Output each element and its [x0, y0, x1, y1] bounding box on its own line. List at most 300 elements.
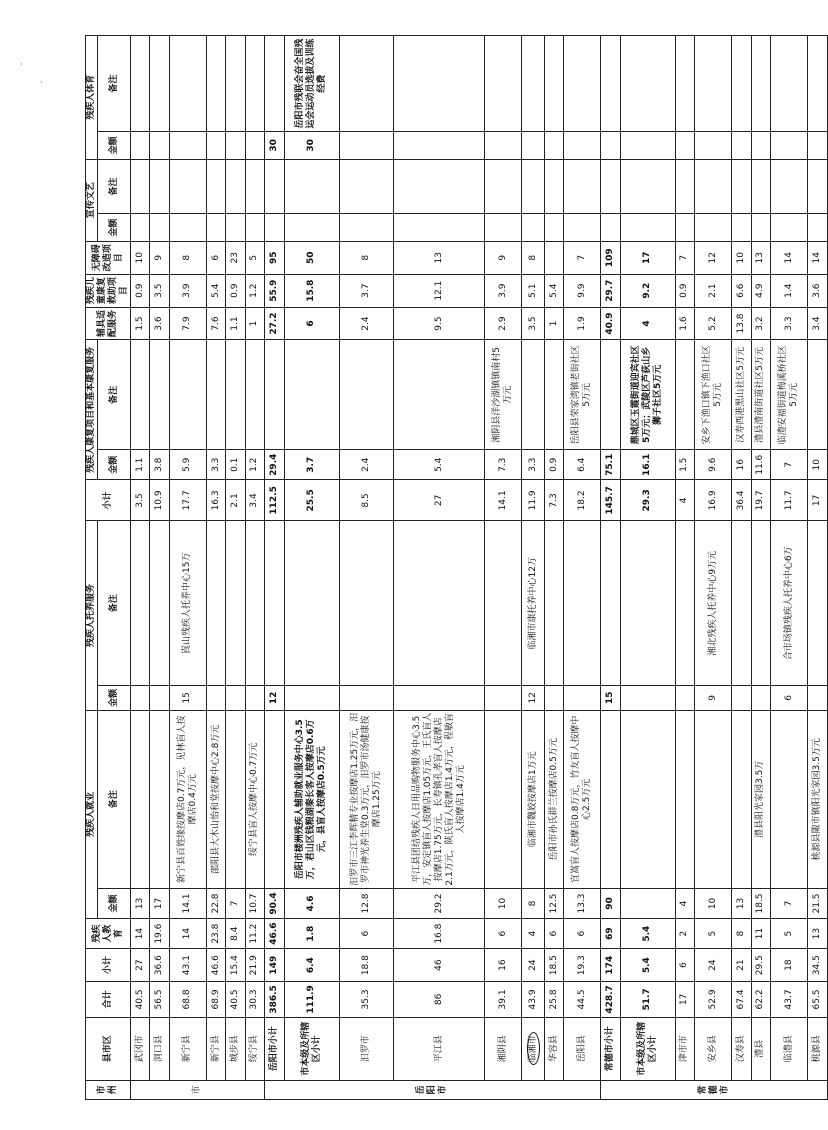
sp-amt-cell — [601, 132, 620, 159]
aid-cell: 4 — [620, 307, 675, 340]
edu-cell: 8 — [732, 919, 751, 949]
emp-note-cell — [226, 710, 245, 888]
sub-cell: 15.4 — [226, 949, 245, 982]
cul-amt-cell — [485, 214, 522, 241]
county-cell: 安乡县 — [695, 1017, 732, 1080]
col-edu: 残疾人教育 — [86, 919, 131, 949]
scan-speck: · — [40, 78, 43, 87]
edu-cell: 69 — [601, 919, 620, 949]
county-cell: 市本级及所辖区小计 — [284, 1017, 339, 1080]
edu-cell: 23.8 — [206, 919, 225, 949]
cul-note-cell — [564, 159, 601, 214]
col-culture-amount: 金额 — [98, 214, 131, 241]
edu-cell: 5.4 — [620, 919, 675, 949]
sp-amt-cell: 30 — [265, 132, 284, 159]
emp-note-cell: 澧县阳光家园3.5万 — [751, 710, 770, 888]
rs-amt-cell: 11.6 — [751, 450, 770, 480]
rs-note-cell — [675, 340, 694, 450]
access-cell: 13 — [751, 241, 770, 274]
scan-speck: · — [20, 60, 23, 69]
edu-cell: 2 — [675, 919, 694, 949]
sp-amt-cell — [544, 132, 563, 159]
header-row-1 — [86, 36, 98, 1100]
kids-cell: 12.1 — [394, 274, 485, 307]
rs-amt-cell: 75.1 — [601, 450, 620, 480]
emp-note-cell — [485, 710, 522, 888]
emp-note-cell — [265, 710, 284, 888]
cul-note-cell — [265, 159, 284, 214]
care-note-cell — [564, 521, 601, 686]
sub-cell: 29.5 — [751, 949, 770, 982]
edu-cell: 14 — [169, 919, 206, 949]
sp-note-cell — [695, 36, 732, 132]
cul-note-cell — [522, 159, 545, 214]
kids-cell: 0.9 — [675, 274, 694, 307]
rs-sub-cell: 17.7 — [169, 480, 206, 521]
emp-amt-cell: 18.5 — [751, 888, 770, 918]
care-amt-cell — [339, 685, 394, 710]
emp-amt-cell — [620, 888, 675, 918]
county-cell: 桃源县 — [808, 1017, 828, 1080]
cul-note-cell — [808, 159, 828, 214]
col-emp-note: 备注 — [98, 710, 131, 888]
rs-amt-cell: 5.4 — [394, 450, 485, 480]
sp-amt-cell — [675, 132, 694, 159]
kids-cell: 2.1 — [695, 274, 732, 307]
col-aid: 辅具适配服务 — [86, 307, 131, 340]
emp-amt-cell: 90 — [601, 888, 620, 918]
care-note-cell — [226, 521, 245, 686]
total-cell: 43.9 — [522, 982, 545, 1018]
rs-sub-cell: 145.7 — [601, 480, 620, 521]
rs-note-cell — [265, 340, 284, 450]
total-cell: 43.7 — [771, 982, 808, 1018]
rs-sub-cell: 8.5 — [339, 480, 394, 521]
total-cell: 111.9 — [284, 982, 339, 1018]
emp-amt-cell: 13 — [131, 888, 150, 918]
col-sports-note: 备注 — [98, 36, 131, 132]
county-cell: 绥宁县 — [245, 1017, 264, 1080]
aid-cell: 3.5 — [522, 307, 545, 340]
aid-cell: 7.6 — [206, 307, 225, 340]
col-total: 合计 — [86, 982, 131, 1018]
emp-amt-cell: 13 — [732, 888, 751, 918]
cul-note-cell — [150, 159, 169, 214]
total-cell: 68.9 — [206, 982, 225, 1018]
rs-note-cell — [226, 340, 245, 450]
rs-amt-cell: 0.1 — [226, 450, 245, 480]
table-row — [695, 36, 732, 1100]
kids-cell: 3.6 — [808, 274, 828, 307]
county-cell: 新宁县 — [169, 1017, 206, 1080]
emp-amt-cell: 17 — [150, 888, 169, 918]
sub-cell: 24 — [695, 949, 732, 982]
county-cell: 武冈市 — [131, 1017, 150, 1080]
kids-cell: 9.2 — [620, 274, 675, 307]
aid-cell: 1.9 — [564, 307, 601, 340]
rs-sub-cell: 19.7 — [751, 480, 770, 521]
col-county: 县市区 — [86, 1017, 131, 1080]
table-row — [771, 36, 808, 1100]
sp-note-cell — [522, 36, 545, 132]
care-amt-cell — [226, 685, 245, 710]
care-amt-cell: 15 — [169, 685, 206, 710]
rs-note-cell — [601, 340, 620, 450]
aid-cell: 5.2 — [695, 307, 732, 340]
kids-cell: 3.7 — [339, 274, 394, 307]
cul-note-cell — [226, 159, 245, 214]
access-cell: 14 — [808, 241, 828, 274]
rs-note-cell: 岳阳县荣家湾镇老街社区5万元 — [564, 340, 601, 450]
rs-note-cell: 汉寿西港黑山社区5万元 — [732, 340, 751, 450]
emp-amt-cell: 4 — [675, 888, 694, 918]
cul-amt-cell — [544, 214, 563, 241]
care-note-cell — [339, 521, 394, 686]
care-note-cell: 湘北残疾人托养中心9万元 — [695, 521, 732, 686]
kids-cell: 5.4 — [206, 274, 225, 307]
cul-amt-cell — [620, 214, 675, 241]
emp-note-cell: 临湘市魏姣按摩店1万元 — [522, 710, 545, 888]
sp-note-cell — [150, 36, 169, 132]
care-amt-cell — [564, 685, 601, 710]
total-cell: 68.8 — [169, 982, 206, 1018]
rs-note-cell — [284, 340, 339, 450]
cul-note-cell — [284, 159, 339, 214]
rs-amt-cell: 6.4 — [564, 450, 601, 480]
sub-cell: 18.8 — [339, 949, 394, 982]
rs-note-cell — [339, 340, 394, 450]
col-care: 残疾人托养服务 — [86, 521, 98, 710]
emp-note-cell: 岳阳市楼洲残疾人辅助就业服务中心3.5万，君山区钱粮湖秦长客人按摩店0.6万元，县盲人按摩店0.5万元 — [284, 710, 339, 888]
total-cell: 17 — [675, 982, 694, 1018]
col-sports: 残疾人体育 — [86, 36, 98, 160]
aid-cell: 7.9 — [169, 307, 206, 340]
sub-cell: 6.4 — [284, 949, 339, 982]
cul-note-cell — [601, 159, 620, 214]
rs-note-cell: 湘阴县洋沙湖镇镇南村5万元 — [485, 340, 522, 450]
access-cell: 95 — [265, 241, 284, 274]
sp-note-cell — [675, 36, 694, 132]
total-cell: 86 — [394, 982, 485, 1018]
col-care-note: 备注 — [98, 521, 131, 686]
city-cell: 市 — [131, 1080, 265, 1099]
rs-amt-cell: 1.2 — [245, 450, 264, 480]
table-row — [265, 36, 284, 1100]
care-note-cell — [265, 521, 284, 686]
sub-cell: 34.5 — [808, 949, 828, 982]
rs-amt-cell: 16.1 — [620, 450, 675, 480]
edu-cell: 6 — [485, 919, 522, 949]
access-cell: 23 — [226, 241, 245, 274]
sp-note-cell — [339, 36, 394, 132]
emp-amt-cell: 10.7 — [245, 888, 264, 918]
access-cell: 13 — [394, 241, 485, 274]
care-note-cell — [620, 521, 675, 686]
cul-amt-cell — [131, 214, 150, 241]
emp-amt-cell: 12.5 — [544, 888, 563, 918]
cul-note-cell — [732, 159, 751, 214]
edu-cell: 6 — [564, 919, 601, 949]
rs-note-cell — [150, 340, 169, 450]
emp-note-cell: 平江县团结残疾人日用品购物服务中心3.5万，安定镇盲人按摩店1.05万元，王氏盲人按摩店1.75万元，长寿镇孔孝盲人按摩店2.1万元，陕氏盲人按摩店1.4万元，程敏盲人按摩店1.4万元 — [394, 710, 485, 888]
emp-amt-cell: 8 — [522, 888, 545, 918]
cul-note-cell — [771, 159, 808, 214]
care-note-cell — [131, 521, 150, 686]
aid-cell: 1 — [245, 307, 264, 340]
cul-amt-cell — [339, 214, 394, 241]
kids-cell: 6.6 — [732, 274, 751, 307]
total-cell: 65.5 — [808, 982, 828, 1018]
table-row — [732, 36, 751, 1100]
sp-note-cell — [169, 36, 206, 132]
access-cell: 8 — [169, 241, 206, 274]
county-cell: 新宁县 — [206, 1017, 225, 1080]
rs-sub-cell: 7.3 — [544, 480, 563, 521]
aid-cell: 27.2 — [265, 307, 284, 340]
col-kids: 残疾儿童康复救助项目 — [86, 274, 131, 307]
care-amt-cell — [732, 685, 751, 710]
emp-note-cell — [675, 710, 694, 888]
care-note-cell — [675, 521, 694, 686]
access-cell: 5 — [245, 241, 264, 274]
rs-amt-cell: 5.9 — [169, 450, 206, 480]
sub-cell: 43.1 — [169, 949, 206, 982]
county-cell: 城步县 — [226, 1017, 245, 1080]
total-cell: 62.2 — [751, 982, 770, 1018]
rs-sub-cell: 3.4 — [245, 480, 264, 521]
access-cell: 7 — [675, 241, 694, 274]
table-row — [394, 36, 485, 1100]
cul-note-cell — [339, 159, 394, 214]
cul-amt-cell — [265, 214, 284, 241]
rs-amt-cell: 1.5 — [675, 450, 694, 480]
sp-amt-cell — [226, 132, 245, 159]
emp-amt-cell: 12.8 — [339, 888, 394, 918]
rs-sub-cell: 27 — [394, 480, 485, 521]
rs-sub-cell: 16.9 — [695, 480, 732, 521]
rs-amt-cell: 3.7 — [284, 450, 339, 480]
edu-cell: 16.8 — [394, 919, 485, 949]
table-row — [150, 36, 169, 1100]
care-amt-cell — [675, 685, 694, 710]
care-amt-cell: 15 — [601, 685, 620, 710]
total-cell: 40.5 — [226, 982, 245, 1018]
county-cell: 平江县 — [394, 1017, 485, 1080]
care-note-cell — [544, 521, 563, 686]
emp-note-cell: 邵阳县大木山怡和堂按摩中心2.8万元 — [206, 710, 225, 888]
cul-note-cell — [169, 159, 206, 214]
care-amt-cell: 12 — [265, 685, 284, 710]
access-cell: 7 — [564, 241, 601, 274]
cul-amt-cell — [695, 214, 732, 241]
emp-amt-cell: 14.1 — [169, 888, 206, 918]
emp-amt-cell: 29.2 — [394, 888, 485, 918]
rs-sub-cell: 112.5 — [265, 480, 284, 521]
care-note-cell — [485, 521, 522, 686]
total-cell: 35.3 — [339, 982, 394, 1018]
aid-cell: 1 — [544, 307, 563, 340]
emp-amt-cell: 90.4 — [265, 888, 284, 918]
rs-note-cell: 安乡下渔口镇下渔口社区5万元 — [695, 340, 732, 450]
kids-cell: 5.4 — [544, 274, 563, 307]
sp-amt-cell: 30 — [284, 132, 339, 159]
sp-note-cell — [485, 36, 522, 132]
cul-amt-cell — [150, 214, 169, 241]
rs-sub-cell: 29.3 — [620, 480, 675, 521]
rs-amt-cell: 16 — [732, 450, 751, 480]
county-cell: 汨罗市 — [339, 1017, 394, 1080]
rs-amt-cell: 2.4 — [339, 450, 394, 480]
sp-amt-cell — [339, 132, 394, 159]
access-cell: 8 — [339, 241, 394, 274]
col-rehab-note: 备注 — [98, 340, 131, 450]
sub-cell: 5.4 — [620, 949, 675, 982]
sp-amt-cell — [732, 132, 751, 159]
sp-amt-cell — [771, 132, 808, 159]
col-subtotal: 小计 — [86, 949, 131, 982]
table-row — [206, 36, 225, 1100]
rs-sub-cell: 14.1 — [485, 480, 522, 521]
county-cell: 临澧县 — [771, 1017, 808, 1080]
rs-sub-cell: 2.1 — [226, 480, 245, 521]
cul-note-cell — [544, 159, 563, 214]
table-row — [131, 36, 150, 1100]
rs-sub-cell: 36.4 — [732, 480, 751, 521]
cul-note-cell — [675, 159, 694, 214]
care-amt-cell — [150, 685, 169, 710]
table-row — [169, 36, 206, 1100]
care-amt-cell — [751, 685, 770, 710]
sp-note-cell — [394, 36, 485, 132]
sub-cell: 174 — [601, 949, 620, 982]
access-cell: 9 — [150, 241, 169, 274]
cul-amt-cell — [675, 214, 694, 241]
sub-cell: 46.6 — [206, 949, 225, 982]
col-emp-amount: 金额 — [98, 888, 131, 918]
sp-note-cell — [751, 36, 770, 132]
rs-note-cell: 临澧安福街道梅溪桥社区5万元 — [771, 340, 808, 450]
sp-amt-cell — [751, 132, 770, 159]
emp-note-cell: 桃源县陬市镇阳光家园3.5万元 — [808, 710, 828, 888]
care-amt-cell: 9 — [695, 685, 732, 710]
cul-note-cell — [751, 159, 770, 214]
sp-note-cell — [620, 36, 675, 132]
access-cell: 109 — [601, 241, 620, 274]
kids-cell: 4.9 — [751, 274, 770, 307]
total-cell: 40.5 — [131, 982, 150, 1018]
col-care-amount: 金额 — [98, 685, 131, 710]
county-cell: 市本级及所辖区小计 — [620, 1017, 675, 1080]
care-amt-cell — [485, 685, 522, 710]
cul-amt-cell — [394, 214, 485, 241]
care-note-cell — [751, 521, 770, 686]
sp-note-cell — [544, 36, 563, 132]
sp-amt-cell — [169, 132, 206, 159]
cul-amt-cell — [206, 214, 225, 241]
total-cell: 56.5 — [150, 982, 169, 1018]
cul-amt-cell — [601, 214, 620, 241]
sp-note-cell — [226, 36, 245, 132]
access-cell: 14 — [771, 241, 808, 274]
sub-cell: 149 — [265, 949, 284, 982]
care-amt-cell — [544, 685, 563, 710]
access-cell: 50 — [284, 241, 339, 274]
access-cell: 12 — [695, 241, 732, 274]
access-cell: 6 — [206, 241, 225, 274]
sp-note-cell — [808, 36, 828, 132]
care-note-cell — [394, 521, 485, 686]
rs-sub-cell: 3.5 — [131, 480, 150, 521]
emp-note-cell — [131, 710, 150, 888]
edu-cell: 5 — [695, 919, 732, 949]
rs-note-cell — [544, 340, 563, 450]
cul-amt-cell — [245, 214, 264, 241]
total-cell: 25.8 — [544, 982, 563, 1018]
care-amt-cell — [131, 685, 150, 710]
rs-amt-cell: 3.3 — [522, 450, 545, 480]
sub-cell: 21 — [732, 949, 751, 982]
sp-note-cell — [131, 36, 150, 132]
aid-cell: 13.8 — [732, 307, 751, 340]
table-row — [544, 36, 563, 1100]
edu-cell: 8.4 — [226, 919, 245, 949]
table-row — [339, 36, 394, 1100]
edu-cell: 6 — [339, 919, 394, 949]
care-note-cell — [150, 521, 169, 686]
care-note-cell: 崀山残疾人托养中心15万 — [169, 521, 206, 686]
rs-note-cell — [131, 340, 150, 450]
sp-note-cell — [206, 36, 225, 132]
rs-amt-cell: 7 — [771, 450, 808, 480]
emp-note-cell: 新宁县百姓缘按摩店0.7万元，见林盲人按摩店0.4万元 — [169, 710, 206, 888]
sp-amt-cell — [245, 132, 264, 159]
county-cell: 岳阳县 — [564, 1017, 601, 1080]
edu-cell: 6 — [544, 919, 563, 949]
kids-cell: 5.1 — [522, 274, 545, 307]
emp-note-cell — [601, 710, 620, 888]
total-cell: 67.4 — [732, 982, 751, 1018]
kids-cell: 0.9 — [226, 274, 245, 307]
aid-cell: 40.9 — [601, 307, 620, 340]
rs-sub-cell: 17 — [808, 480, 828, 521]
edu-cell: 19.6 — [150, 919, 169, 949]
rs-note-cell — [169, 340, 206, 450]
kids-cell: 15.8 — [284, 274, 339, 307]
rs-note-cell — [206, 340, 225, 450]
col-culture: 宣传文艺 — [86, 159, 98, 241]
total-cell: 428.7 — [601, 982, 620, 1018]
cul-amt-cell — [169, 214, 206, 241]
emp-note-cell — [695, 710, 732, 888]
aid-cell: 3.6 — [150, 307, 169, 340]
cul-amt-cell — [771, 214, 808, 241]
care-note-cell — [284, 521, 339, 686]
cul-amt-cell — [751, 214, 770, 241]
rs-note-cell: 鼎城区玉霞街道迎宾社区5万元；武陵区芦荻山乡狮子社区5万元 — [620, 340, 675, 450]
table-row — [485, 36, 522, 1100]
sp-note-cell — [564, 36, 601, 132]
city-cell: 常德市 — [601, 1080, 828, 1099]
table-row — [675, 36, 694, 1100]
county-cell: 澧县 — [751, 1017, 770, 1080]
aid-cell: 1.5 — [131, 307, 150, 340]
rs-amt-cell: 10 — [808, 450, 828, 480]
sp-amt-cell — [620, 132, 675, 159]
county-cell — [522, 1017, 545, 1080]
table-row — [564, 36, 601, 1100]
care-note-cell — [206, 521, 225, 686]
rs-amt-cell: 3.3 — [206, 450, 225, 480]
